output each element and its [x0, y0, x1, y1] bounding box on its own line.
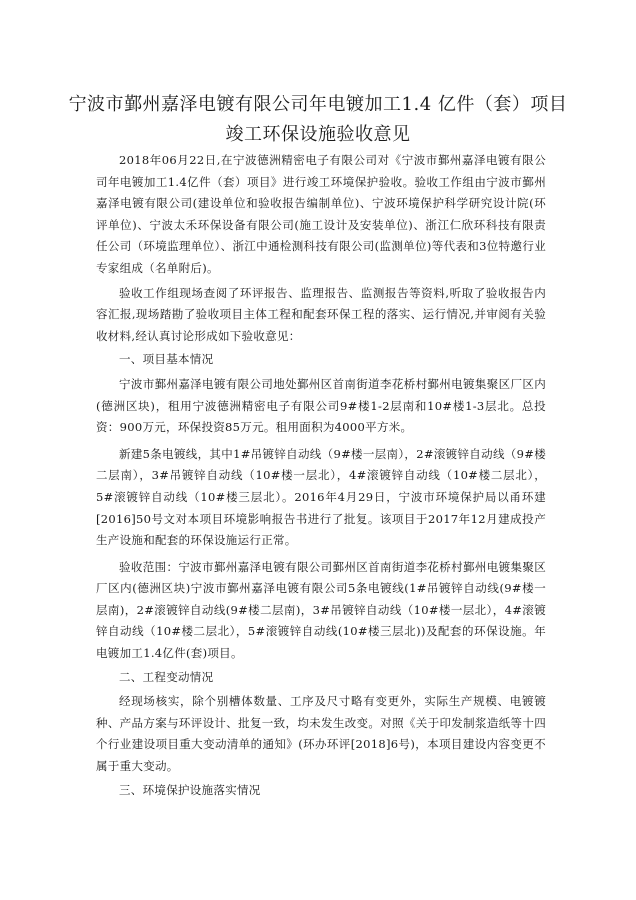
document-title-line-2: 竣工环保设施验收意见	[225, 124, 411, 145]
procedure-paragraph: 验收工作组现场查阅了环评报告、监理报告、监测报告等资料,听取了验收报告内容汇报,现场踏勘了验收项目主体工程和配套环保工程的落实、运行情况,并审阅有关验收材料,经认真讨论形成如下验收意见：	[96, 285, 546, 343]
acceptance-scope-paragraph: 验收范围：宁波市鄞州嘉泽电镀有限公司鄞州区首南街道李花桥村鄞州电镀集聚区厂区内(德洲区块)宁波市鄞州嘉泽电镀有限公司5条电镀线(1#吊镀锌自动线(9#楼一层南)，2#滚镀锌自动线(9#楼二层南)，3#吊镀锌自动线（10#楼一层北），4#滚镀锌自动线（10#楼二层北），5#滚镀锌自动线(10#楼三层北))及配套的环保设施。年电镀加工1.4亿件(套)项目。	[96, 559, 546, 661]
document-body	[96, 150, 546, 801]
engineering-changes-paragraph: 经现场核实，除个别槽体数量、工序及尺寸略有变更外，实际生产规模、电镀镀种、产品方案与环评设计、批复一致，均未发生改变。对照《关于印发制浆造纸等十四个行业建设项目重大变动清单的通知》(环办环评[2018]6号)，本项目建设内容变更不属于重大变动。	[96, 694, 546, 774]
section-heading-env-facilities: 三、环境保护设施落实情况	[119, 782, 261, 797]
section-heading-basic-info: 一、项目基本情况	[119, 352, 214, 367]
project-location-paragraph: 宁波市鄞州嘉泽电镀有限公司地处鄞州区首南街道李花桥村鄞州电镀集聚区厂区内(德洲区块)，租用宁波德洲精密电子有限公司9#楼1-2层南和10#楼1-3层北。总投资：900万元，环保投资85万元。租用面积为4000平方米。	[96, 376, 546, 435]
intro-paragraph: 2018年06月22日,在宁波德洲精密电子有限公司对《宁波市鄞州嘉泽电镀有限公司年电镀加工1.4亿件（套）项目》进行竣工环境保护验收。验收工作组由宁波市鄞州嘉泽电镀有限公司(建设单位和验收报告编制单位)、宁波环境保护科学研究设计院(环评单位)、宁波太禾环保设备有限公司(施工设计及安装单位)、浙江仁欣环科技有限责任公司（环境监理单位）、浙江中通检测科技有限公司(监测单位)等代表和3位特邀行业专家组成（名单附后)。	[96, 153, 546, 275]
production-lines-paragraph: 新建5条电镀线，其中1#吊镀锌自动线（9#楼一层南），2#滚镀锌自动线（9#楼二层南），3#吊镀锌自动线（10#楼一层北），4#滚镀锌自动线（10#楼二层北），5#滚镀锌自动线（10#楼三层北）。2016年4月29日，宁波市环境保护局以甬环建[2016]50号文对本项目环境影响报告书进行了批复。该项目于2017年12月建成投产生产设施和配套的环保设施运行正常。	[96, 446, 546, 548]
section-heading-changes: 二、工程变动情况	[119, 669, 214, 684]
document-title-line-1: 宁波市鄞州嘉泽电镀有限公司年电镀加工1.4 亿件（套）项目	[68, 94, 568, 115]
